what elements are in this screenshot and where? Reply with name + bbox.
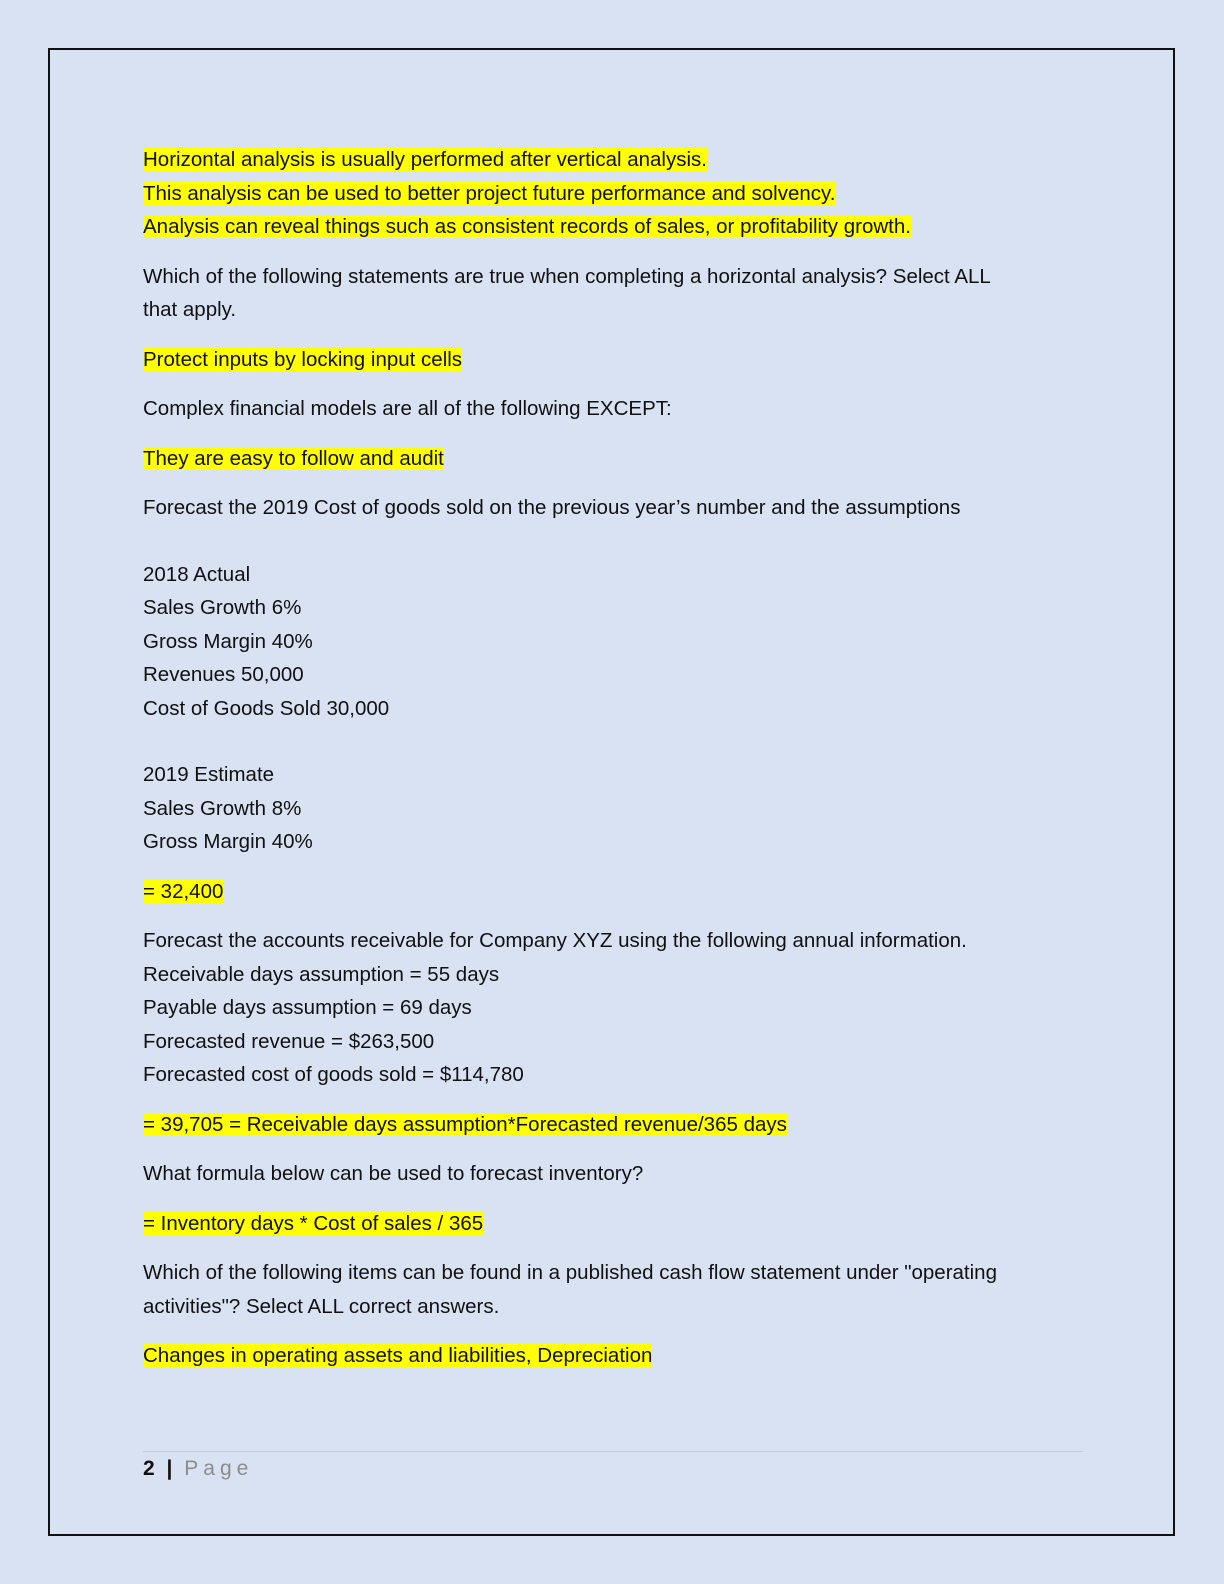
question-line: Receivable days assumption = 55 days bbox=[143, 962, 500, 986]
question-inventory bbox=[143, 1157, 1093, 1191]
spacer bbox=[143, 525, 1093, 558]
footer-divider bbox=[143, 1451, 1083, 1452]
question-accounts-receivable bbox=[143, 924, 1093, 1092]
question-horizontal-analysis bbox=[143, 260, 1093, 327]
answer-horizontal-analysis bbox=[143, 343, 1093, 377]
answer-text: = Inventory days * Cost of sales / 365 bbox=[143, 1211, 484, 1235]
actual-line: Sales Growth 6% bbox=[143, 596, 302, 619]
answer-text: Protect inputs by locking input cells bbox=[143, 347, 463, 371]
page-number: 2 bbox=[143, 1457, 155, 1480]
question-line: What formula below can be used to forecast inventory? bbox=[143, 1162, 644, 1185]
actual-heading: 2018 Actual bbox=[143, 562, 251, 586]
question-line: Which of the following statements are true when completing a horizontal analysis? Select ALL bbox=[143, 264, 991, 288]
question-line: Complex financial models are all of the following EXCEPT: bbox=[143, 397, 672, 420]
estimate-line: Gross Margin 40% bbox=[143, 830, 313, 853]
answer-inventory bbox=[143, 1207, 1093, 1241]
question-line: Payable days assumption = 69 days bbox=[143, 996, 472, 1019]
question-line: Forecasted cost of goods sold = $114,780 bbox=[143, 1063, 524, 1086]
question-line: Forecast the accounts receivable for Company XYZ using the following annual information. bbox=[143, 929, 967, 952]
answer-complex-models bbox=[143, 442, 1093, 476]
question-line: Which of the following items can be found in a published cash flow statement under "operating bbox=[143, 1261, 997, 1284]
answer-text: Changes in operating assets and liabilities, Depreciation bbox=[143, 1344, 653, 1367]
highlighted-intro bbox=[143, 143, 1093, 244]
question-line: activities"? Select ALL correct answers. bbox=[143, 1294, 500, 1318]
estimate-line: Sales Growth 8% bbox=[143, 796, 302, 820]
estimate-heading: 2019 Estimate bbox=[143, 763, 275, 786]
actual-line: Gross Margin 40% bbox=[143, 629, 313, 653]
intro-line-1: Horizontal analysis is usually performed after vertical analysis. bbox=[143, 148, 707, 171]
spacer bbox=[143, 725, 1093, 758]
page-content bbox=[143, 143, 1093, 1389]
answer-text: = 39,705 = Receivable days assumption*Forecasted revenue/365 days bbox=[143, 1112, 787, 1136]
answer-cogs-forecast bbox=[143, 875, 1093, 909]
question-cogs-forecast bbox=[143, 491, 1093, 859]
question-cash-flow bbox=[143, 1256, 1093, 1323]
actual-line: Revenues 50,000 bbox=[143, 663, 304, 686]
intro-line-3: Analysis can reveal things such as consistent records of sales, or profitability growth. bbox=[143, 215, 911, 238]
intro-line-2: This analysis can be used to better project future performance and solvency. bbox=[143, 181, 836, 205]
page-label: Page bbox=[184, 1457, 254, 1480]
question-complex-models bbox=[143, 392, 1093, 426]
page-footer bbox=[143, 1452, 253, 1486]
actual-line: Cost of Goods Sold 30,000 bbox=[143, 696, 390, 720]
answer-text: = 32,400 bbox=[143, 879, 224, 903]
question-line: Forecast the 2019 Cost of goods sold on the previous year’s number and the assumptions bbox=[143, 496, 961, 519]
question-line: Forecasted revenue = $263,500 bbox=[143, 1029, 435, 1053]
answer-accounts-receivable bbox=[143, 1108, 1093, 1142]
question-line: that apply. bbox=[143, 298, 237, 321]
footer-separator: | bbox=[166, 1457, 173, 1480]
answer-cash-flow bbox=[143, 1339, 1093, 1373]
answer-text: They are easy to follow and audit bbox=[143, 446, 444, 470]
